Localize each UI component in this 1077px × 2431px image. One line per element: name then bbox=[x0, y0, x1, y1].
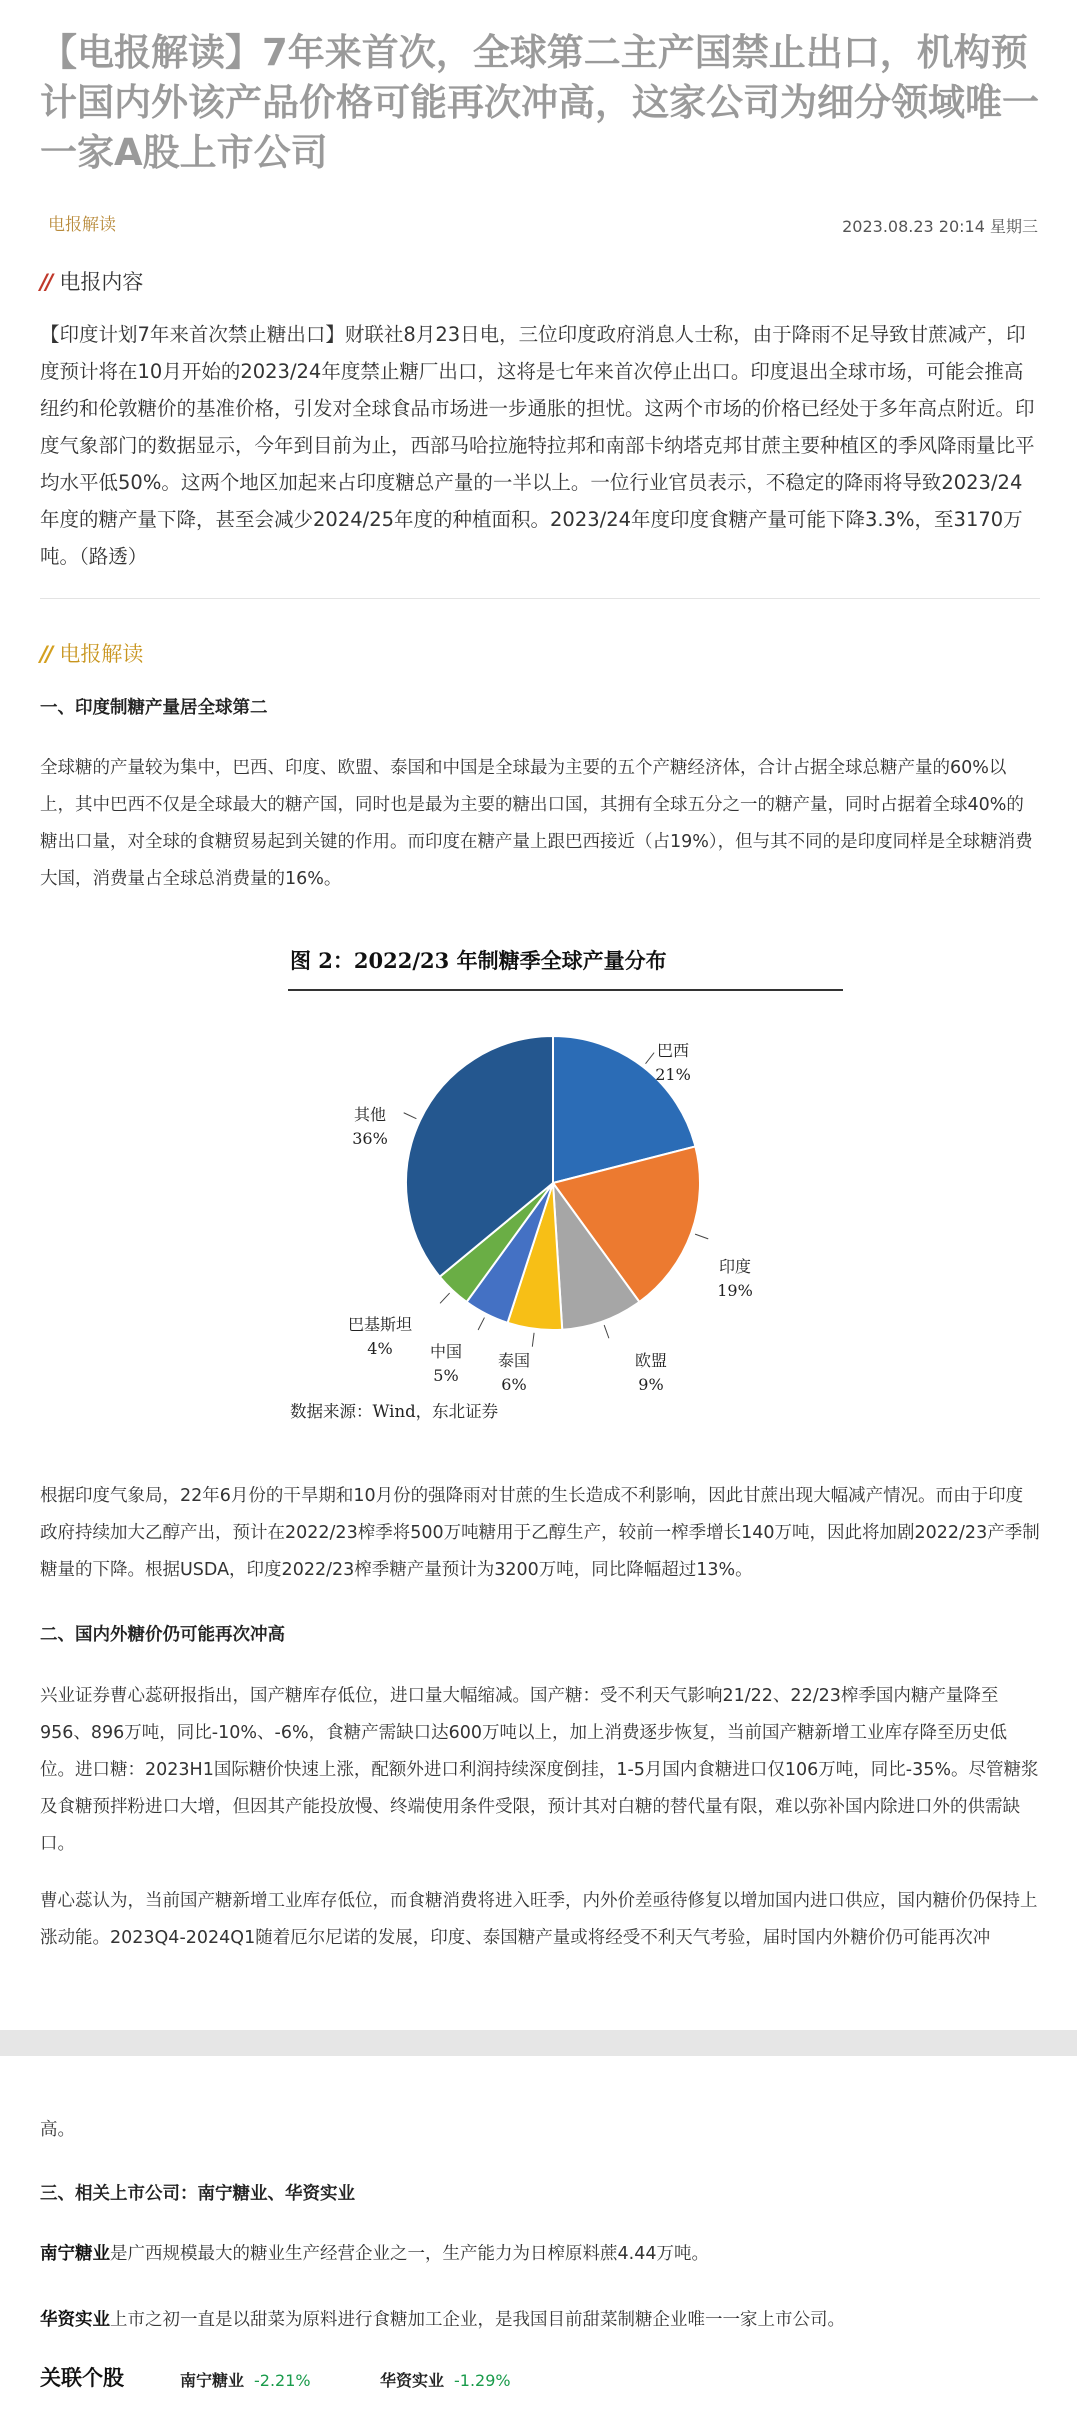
publish-time: 2023.08.23 20:14 星期三 bbox=[842, 217, 1038, 236]
stock-name: 华资实业 bbox=[380, 2371, 445, 2390]
section2-paragraph-1: 兴业证券曹心蕊研报指出，国产糖库存低位，进口量大幅缩减。国产糖：受不利天气影响21/22、22/23榨季国内糖产量降至956、896万吨，同比-10%、-6%，食糖产需缺口达600万吨以上，加上消费逐步恢复，当前国产糖新增工业库存降至历史低位。进口糖：2023H1国际糖价快速上涨，配额外进口利润持续深度倒挂，1-5月国内食糖进口仅106万吨，同比-35%。尽管糖浆及食糖预拌粉进口大增，但因其产能投放慢、终端使用条件受限，预计其对白糖的替代量有限，难以弥补国内除进口外的供需缺口。 bbox=[40, 1686, 1039, 1854]
interpretation-header-label: 电报解读 bbox=[59, 642, 144, 666]
pie-label-value: 9% bbox=[638, 1375, 664, 1394]
pie-label-name: 巴西 bbox=[656, 1041, 690, 1060]
pie-chart-figure bbox=[270, 945, 860, 1435]
stock-change: -2.21% bbox=[254, 2371, 311, 2390]
company2-name[interactable]: 华资实业 bbox=[40, 2310, 110, 2330]
telegram-header-label: 电报内容 bbox=[59, 270, 144, 294]
related-stock[interactable] bbox=[180, 2368, 311, 2391]
chart-title: 图 2：2022/23 年制糖季全球产量分布 bbox=[290, 948, 667, 973]
pie-label-name: 印度 bbox=[718, 1257, 752, 1276]
pie-leader-line bbox=[478, 1318, 484, 1330]
company1-name[interactable]: 南宁糖业 bbox=[40, 2244, 110, 2264]
pie-leader-line bbox=[695, 1234, 708, 1239]
related-stock[interactable] bbox=[380, 2368, 511, 2391]
telegram-section-header bbox=[40, 266, 143, 296]
pie-label-name: 其他 bbox=[353, 1105, 387, 1124]
pie-label-name: 欧盟 bbox=[634, 1351, 668, 1370]
stock-name: 南宁糖业 bbox=[180, 2371, 245, 2390]
stock-change: -1.29% bbox=[454, 2371, 511, 2390]
pie-label-value: 4% bbox=[367, 1339, 393, 1358]
slash-icon: // bbox=[40, 270, 52, 294]
pie-leader-line bbox=[404, 1113, 417, 1119]
pie-leader-line bbox=[440, 1293, 450, 1303]
section2-paragraph-2: 曹心蕊认为，当前国产糖新增工业库存低位，而食糖消费将进入旺季，内外价差亟待修复以增加国内进口供应，国内糖价仍保持上涨动能。2023Q4-2024Q1随着厄尔尼诺的发展，印度、泰国糖产量或将经受不利天气考验，届时国内外糖价仍可能再次冲 bbox=[40, 1891, 1038, 1948]
slash-icon: // bbox=[40, 642, 52, 666]
pie-leader-line bbox=[532, 1333, 534, 1347]
source-tag[interactable]: 电报解读 bbox=[48, 215, 116, 235]
section1-paragraph-2: 根据印度气象局，22年6月份的干旱期和10月份的强降雨对甘蔗的生长造成不利影响，因此甘蔗出现大幅减产情况。而由于印度政府持续加大乙醇产出，预计在2022/23榨季将500万吨糖用于乙醇生产，较前一榨季增长140万吨，因此将加剧2022/23产季制糖量的下降。根据USDA，印度2022/23榨季糖产量预计为3200万吨，同比降幅超过13%。 bbox=[40, 1486, 1040, 1580]
section1-title: 一、印度制糖产量居全球第二 bbox=[40, 698, 268, 718]
pie-label-value: 19% bbox=[717, 1281, 753, 1300]
page-break-band bbox=[0, 2030, 1077, 2056]
pie-label-value: 6% bbox=[501, 1375, 527, 1394]
pie-label-value: 36% bbox=[352, 1129, 388, 1148]
company2-desc: 上市之初一直是以甜菜为原料进行食糖加工企业，是我国目前甜菜制糖企业唯一一家上市公司。 bbox=[110, 2310, 845, 2330]
chart-source: 数据来源：Wind，东北证券 bbox=[290, 1402, 499, 1421]
pie-chart bbox=[270, 945, 860, 1395]
section2-paragraph-2-continued: 高。 bbox=[40, 2120, 75, 2140]
section2-title: 二、国内外糖价仍可能再次冲高 bbox=[40, 1625, 285, 1645]
pie-label-value: 21% bbox=[655, 1065, 691, 1084]
telegram-body: 【印度计划7年来首次禁止糖出口】财联社8月23日电，三位印度政府消息人士称，由于降雨不足导致甘蔗减产，印度预计将在10月开始的2023/24年度禁止糖厂出口，这将是七年来首次停止出口。印度退出全球市场，可能会推高纽约和伦敦糖价的基准价格，引发对全球食品市场进一步通胀的担忧。这两个市场的价格已经处于多年高点附近。印度气象部门的数据显示，今年到目前为止，西部马哈拉施特拉邦和南部卡纳塔克邦甘蔗主要种植区的季风降雨量比平均水平低50%。这两个地区加起来占印度糖总产量的一半以上。一位行业官员表示，不稳定的降雨将导致2023/24年度的糖产量下降，甚至会减少2024/25年度的种植面积。2023/24年度印度食糖产量可能下降3.3%，至3170万吨。（路透） bbox=[40, 323, 1035, 568]
company1-desc: 是广西规模最大的糖业生产经营企业之一，生产能力为日榨原料蔗4.44万吨。 bbox=[110, 2244, 709, 2264]
company1-paragraph bbox=[40, 2236, 1040, 2273]
pie-leader-line bbox=[604, 1325, 609, 1338]
pie-leader-line bbox=[646, 1053, 655, 1064]
pie-label-name: 巴基斯坦 bbox=[347, 1315, 413, 1334]
section1-paragraph-1: 全球糖的产量较为集中，巴西、印度、欧盟、泰国和中国是全球最为主要的五个产糖经济体，合计占据全球总糖产量的60%以上，其中巴西不仅是全球最大的糖产国，同时也是最为主要的糖出口国，其拥有全球五分之一的糖产量，同时占据着全球40%的糖出口量，对全球的食糖贸易起到关键的作用。而印度在糖产量上跟巴西接近（占19%），但与其不同的是印度同样是全球糖消费大国，消费量占全球总消费量的16%。 bbox=[40, 758, 1033, 889]
article-meta bbox=[48, 210, 1038, 236]
pie-label-name: 泰国 bbox=[497, 1351, 531, 1370]
divider bbox=[40, 598, 1040, 599]
interpretation-section-header bbox=[40, 638, 143, 668]
article-title: 【电报解读】7年来首次，全球第二主产国禁止出口，机构预计国内外该产品价格可能再次冲高，这家公司为细分领域唯一一家A股上市公司 bbox=[40, 31, 1039, 174]
pie-label-name: 中国 bbox=[429, 1342, 463, 1361]
related-stocks-label: 关联个股 bbox=[40, 2366, 124, 2390]
pie-label-value: 5% bbox=[433, 1366, 459, 1385]
related-stocks bbox=[40, 2362, 1040, 2402]
company2-paragraph bbox=[40, 2302, 1040, 2339]
section3-title: 三、相关上市公司：南宁糖业、华资实业 bbox=[40, 2184, 355, 2204]
